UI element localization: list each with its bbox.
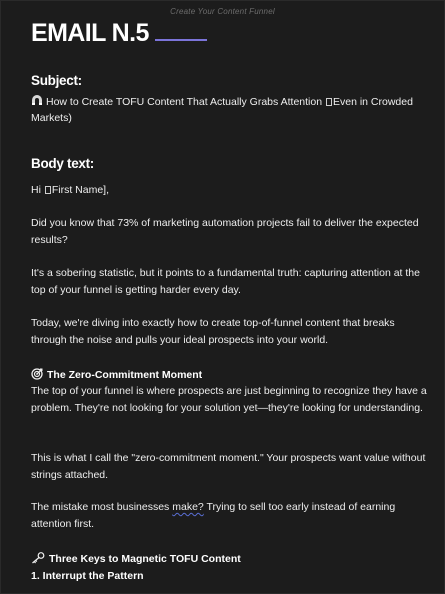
spellcheck-flagged-word[interactable]: make? (172, 501, 204, 513)
email-title-text: EMAIL N.5 (31, 19, 149, 47)
section-heading-zero-commitment[interactable] (31, 367, 202, 383)
section-heading-text: Three Keys to Magnetic TOFU Content (49, 553, 241, 565)
body-paragraph-1[interactable]: Did you know that 73% of marketing automation projects fail to deliver the expected results? (31, 217, 419, 246)
subject-label: Subject: (31, 73, 82, 88)
section1-paragraph-3[interactable] (31, 499, 433, 532)
body-label: Body text: (31, 156, 95, 171)
mistake-text-part2: Trying to sell too early instead of earning attention first. (31, 501, 396, 530)
section-heading-three-keys[interactable] (31, 551, 241, 567)
section1-paragraph-1[interactable]: The top of your funnel is where prospects are just beginning to recognize they have a problem. They're not looking for your solution yet—they're looking for understanding. (31, 385, 427, 414)
magnet-icon (31, 95, 43, 106)
target-icon (31, 368, 43, 380)
missing-glyph-box (326, 98, 332, 106)
greeting[interactable] (31, 182, 433, 199)
missing-glyph-box (45, 186, 51, 194)
greeting-part1: Hi (31, 184, 41, 196)
key-1-heading[interactable]: 1. Interrupt the Pattern (31, 570, 144, 582)
title-underline (155, 39, 207, 41)
section-heading-text: The Zero-Commitment Moment (47, 369, 203, 381)
email-title (31, 19, 207, 48)
body-paragraph-2[interactable]: It's a sobering statistic, but it points to a fundamental truth: capturing attention at the top of your funnel is getting harder every day. (31, 267, 420, 296)
subject-text-part2: Even in Crowded Markets) (31, 96, 413, 124)
body-paragraph-3[interactable]: Today, we're diving into exactly how to create top-of-funnel content that breaks through the noise and pulls your ideal prospects into your world. (31, 317, 395, 346)
key-icon (31, 552, 45, 564)
app-title: Create Your Content Funnel (170, 7, 275, 16)
greeting-part2: First Name], (51, 184, 110, 196)
subject-text[interactable] (31, 94, 433, 126)
subject-text-part1: How to Create TOFU Content That Actually Grabs Attention (46, 96, 323, 108)
mistake-text-part1: The mistake most businesses (31, 501, 173, 513)
section1-paragraph-2[interactable]: This is what I call the "zero-commitment moment." Your prospects want value without strings attached. (31, 452, 426, 481)
